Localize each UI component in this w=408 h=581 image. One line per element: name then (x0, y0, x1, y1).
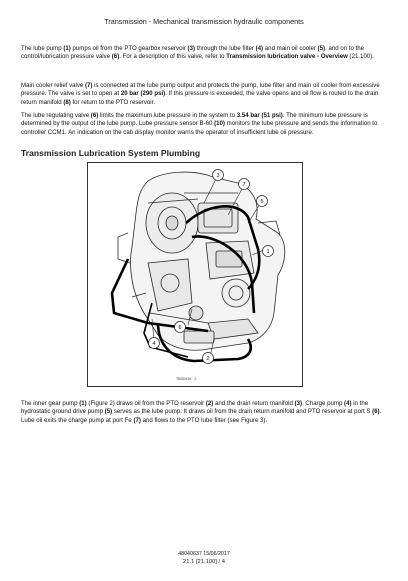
callout-ref: (5) (104, 408, 113, 416)
pressure-value: 3.54 bar (51 psi) (236, 112, 283, 119)
figure-number: 2 (194, 377, 197, 381)
paragraph-regulating-valve (21, 112, 387, 137)
plumbing-figure (87, 162, 303, 387)
text-run: . Charge pump (302, 400, 345, 407)
callout-ref: (7) (85, 82, 93, 89)
footer-page-ref: 21.1 [21.100] / 4 (183, 559, 225, 565)
callout-2: 2 (206, 356, 210, 362)
text-run: limits the maximum lube pressure in the system to (98, 112, 237, 119)
text-run: . For a description of this valve, refer to (119, 53, 227, 61)
text-run: The lube pump (21, 45, 64, 52)
figure-image-id: TBG0418 (176, 377, 192, 381)
transmission-illustration (88, 163, 303, 387)
section-title: Transmission Lubrication System Plumbing (21, 148, 201, 158)
paragraph-relief-valve (21, 82, 387, 107)
callout-ref: (3) (187, 45, 195, 52)
text-run: , and on to the control/lubrication pressure valve (21, 45, 365, 61)
callout-5: 5 (260, 199, 264, 205)
text-run: and flows to the PTO lube filter (see Figure 3). (140, 416, 268, 424)
callout-ref: (3) (294, 400, 303, 407)
callout-ref: (8) (63, 98, 71, 106)
text-run: pumps oil from the PTO gearbox reservoir (70, 45, 188, 52)
page-header: Transmission - Mechanical transmission hydraulic components (104, 17, 304, 26)
paragraph-inner-gear-pump (21, 400, 387, 425)
callout-1: 1 (266, 249, 270, 255)
figure-id (176, 377, 196, 381)
text-run: monitors the lube pressure and sends the information to controller CCM1. An indication on the cab display monitor warns the operator of insufficient lube oil pressure. (21, 120, 378, 136)
footer-doc-ref: 48040637 15/06/2017 (178, 551, 230, 557)
callout-ref: (7) (133, 416, 141, 424)
callout-ref: (1) (79, 400, 87, 407)
text-run: (Figure 2) draws oil from the PTO reservoir (86, 400, 206, 407)
text-run: in the hydrostatic ground drive pump (21, 400, 369, 416)
callout-ref: (6) (372, 408, 380, 416)
callout-6: 6 (178, 325, 182, 331)
text-run: (21.100). (347, 53, 374, 61)
callout-7: 7 (242, 182, 246, 188)
callout-3: 3 (216, 173, 220, 179)
callout-ref: (5) (317, 45, 326, 52)
callout-ref: (2) (205, 400, 214, 407)
callout-ref: (6) (111, 53, 120, 61)
text-run: Main cooler relief valve (21, 82, 86, 89)
text-run: . Lube oil exits the charge pump at port Fe (21, 408, 382, 424)
text-run: is connected at the lube pump output and protects the pump, lube filter and main oil cooler from excessive pressure. The valve is set to open at (21, 82, 380, 98)
text-run: and the drain return manifold (213, 400, 295, 407)
text-run: . The minimum lube pressure is determined by the output of the lube pump. Lube pressure sensor B-60 (21, 112, 368, 128)
callout-ref: (10) (214, 120, 225, 128)
text-run: The lube regulating valve (21, 112, 91, 119)
text-run: serves as the lube pump. It draws oil from the drain return manifold and PTO reservoir at port S (112, 408, 373, 416)
text-run: and main oil cooler (263, 45, 318, 52)
callout-ref: (4) (255, 45, 264, 52)
paragraph-lube-pump (21, 45, 387, 62)
callout-ref: (6) (90, 112, 99, 119)
callout-4: 4 (152, 341, 156, 347)
cross-reference-link[interactable]: Transmission lubrication valve - Overview (226, 53, 348, 61)
text-run: through the lube filter (195, 45, 256, 52)
callout-ref: (1) (63, 45, 71, 52)
pressure-value: 20 bar (290 psi) (120, 90, 166, 98)
text-run: The inner gear pump (21, 400, 80, 407)
text-run: . If this pressure is exceeded, the valve opens and oil flow is routed to the drain return manifold (21, 90, 379, 106)
text-run: for return to the PTO reservoir. (70, 98, 156, 106)
callout-ref: (4) (344, 400, 352, 407)
